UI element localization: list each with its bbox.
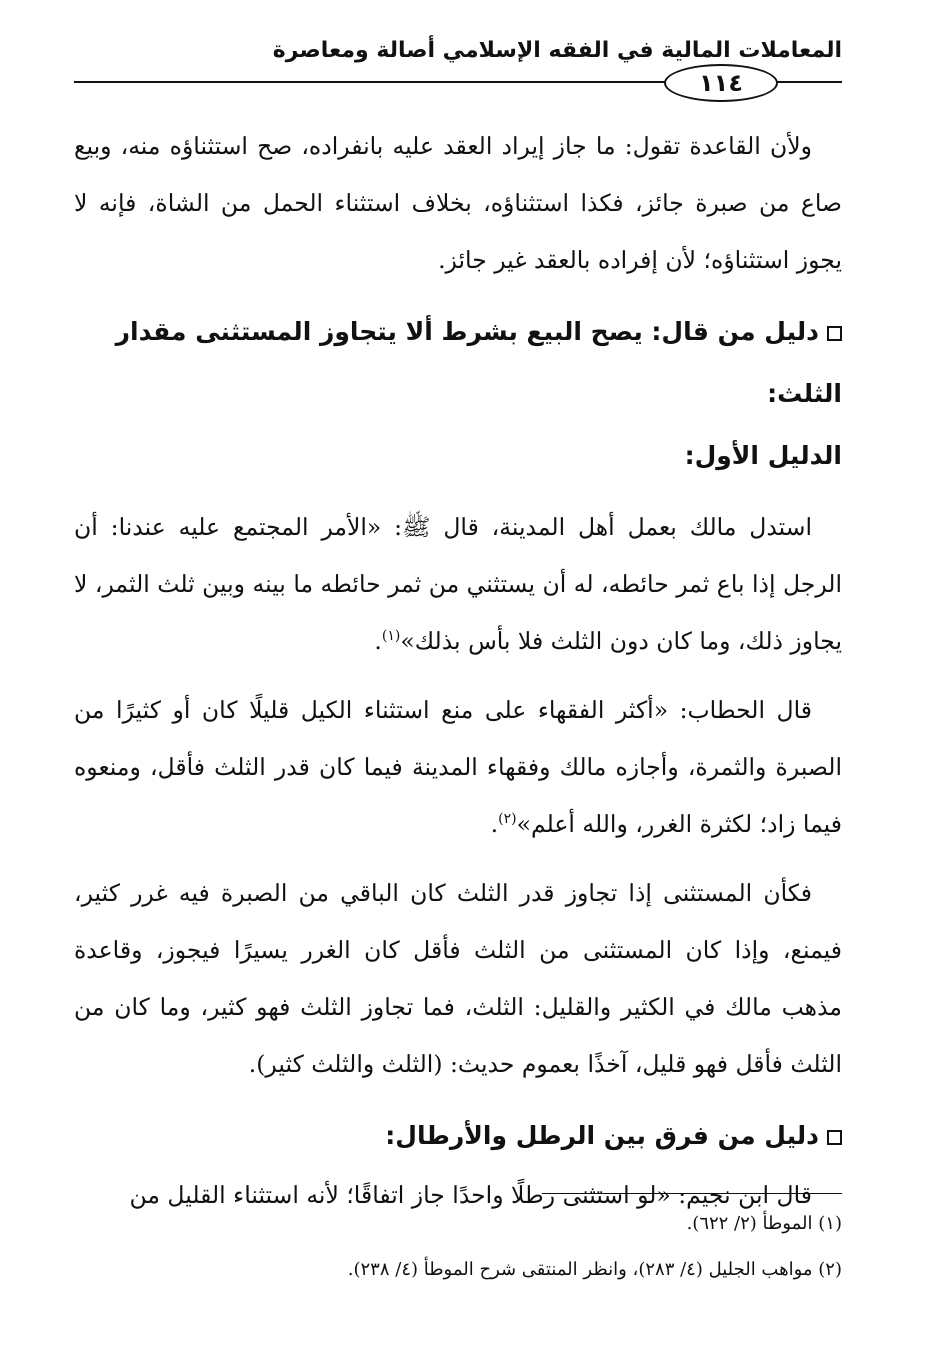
footnote-1: (١) الموطأ (٢/ ٦٢٢). (686, 1213, 842, 1234)
paragraph-2-text: استدل مالك بعمل أهل المدينة، قال ﷺ: «الأمر المجتمع عليه عندنا: أن الرجل إذا باع ثمر حائطه، له أن يستثني من ثمر حائطه ما بينه وبين ثلث الثمر، لا يجاوز ذلك، وما كان دون الثلث فلا بأس بذلك» (74, 513, 842, 655)
square-bullet-icon (827, 1130, 842, 1145)
paragraph-5: قال ابن نجيم: «لو استثنى رطلًا واحدًا جاز اتفاقًا؛ لأنه استثناء القليل من (129, 1181, 812, 1209)
paragraph-1: ولأن القاعدة تقول: ما جاز إيراد العقد عليه بانفراده، صح استثناؤه منه، وبيع صاع من صبرة جائز، فكذا استثناؤه، بخلاف استثناء الحمل من الشاة، فإنه لا يجوز استثناؤه؛ لأن إفراده بالعقد غير جائز. (74, 132, 842, 274)
section-heading-ratl (74, 1105, 842, 1167)
page-header (74, 38, 842, 98)
paragraph-3-text: قال الحطاب: «أكثر الفقهاء على منع استثناء الكيل قليلًا كان أو كثيرًا من الصبرة والثمرة، وأجازه مالك وفقهاء المدينة فيما كان قدر الثلث فأقل، ومنعوه فيما زاد؛ لكثرة الغرر، والله أعلم» (74, 696, 842, 838)
section-heading-thirds (74, 301, 842, 425)
subheading-first-evidence: الدليل الأول: (684, 441, 842, 470)
footnote-rule (542, 1193, 842, 1194)
paragraph-3-end: . (490, 810, 499, 838)
section-heading-text: دليل من قال: يصح البيع بشرط ألا يتجاوز المستثنى مقدار الثلث: (115, 317, 842, 408)
square-bullet-icon (827, 326, 842, 341)
page-number: ١١٤ (664, 64, 778, 102)
paragraph-2-end: . (374, 627, 382, 655)
running-title: المعاملات المالية في الفقه الإسلامي أصالة ومعاصرة (272, 38, 842, 63)
footnote-ref-2[interactable]: (٢) (498, 811, 517, 828)
page-body (74, 118, 842, 1224)
footnote-ref-1[interactable]: (١) (381, 628, 401, 645)
section-heading-text: دليل من فرق بين الرطل والأرطال: (385, 1121, 819, 1150)
paragraph-2 (74, 499, 842, 670)
footnote-2: (٢) مواهب الجليل (٤/ ٢٨٣)، وانظر المنتقى شرح الموطأ (٤/ ٢٣٨). (347, 1259, 842, 1280)
paragraph-4: فكأن المستثنى إذا تجاوز قدر الثلث كان الباقي من الصبرة فيه غرر كثير، فيمنع، وإذا كان المستثنى من الثلث فأقل كان الغرر يسيرًا فيجوز، وقاعدة مذهب مالك في الكثير والقليل: الثلث، فما تجاوز الثلث فهو كثير، وما كان من الثلث فأقل فهو قليل، آخذًا بعموم حديث: (الثلث والثلث كثير). (74, 879, 842, 1078)
paragraph-3 (74, 682, 842, 853)
